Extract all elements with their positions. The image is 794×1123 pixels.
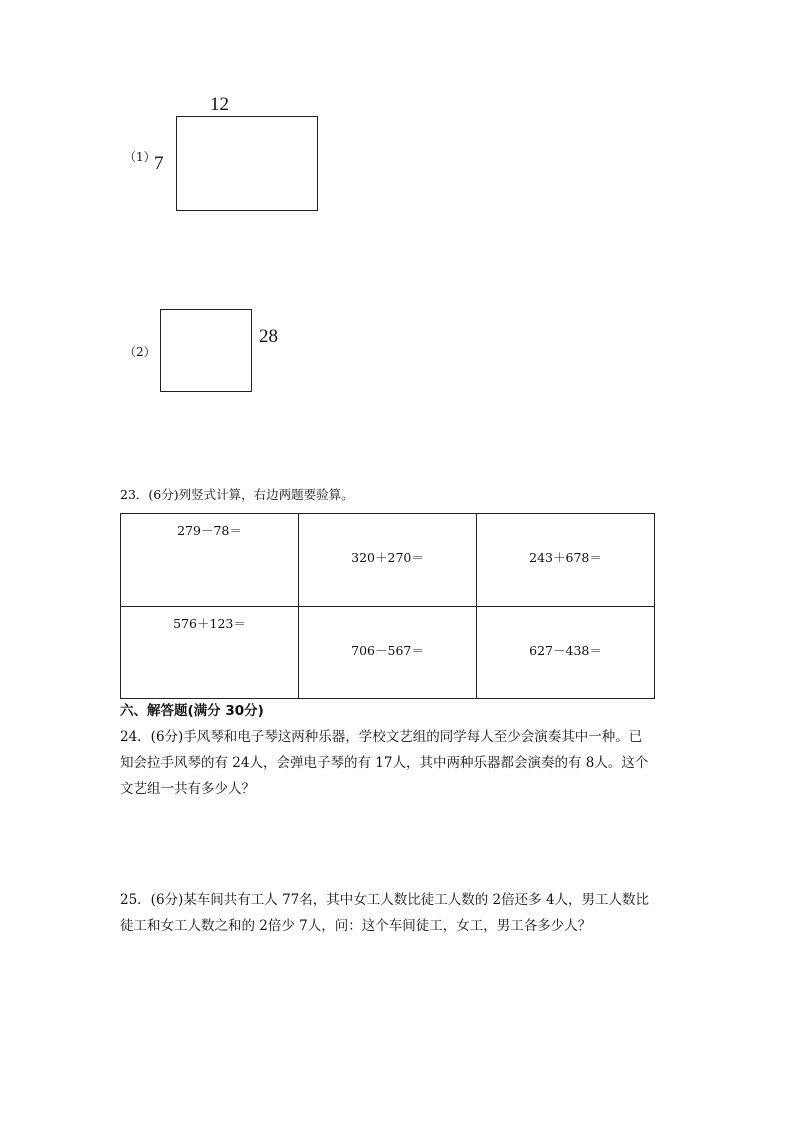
- calc-problem: 576＋123＝: [173, 615, 246, 631]
- question-23-header: 23．(6分)列竖式计算，右边两题要验算。: [120, 487, 354, 502]
- table-cell: [121, 514, 299, 607]
- question-24: [120, 724, 680, 802]
- section-title: 六、解答题(满分 30分): [120, 703, 264, 719]
- question-25: [120, 887, 680, 939]
- table-row: [121, 514, 655, 607]
- figure-2-label: （2）: [124, 345, 156, 359]
- calc-problem: 706－567＝: [351, 642, 424, 658]
- table-cell: [477, 606, 655, 699]
- table-cell: [299, 514, 477, 607]
- question-25-line: 徒工和女工人数之和的 2倍少 7人，问：这个车间徒工，女工，男工各多少人？: [120, 918, 592, 934]
- table-row: [121, 606, 655, 699]
- question-25-line: 25．(6分)某车间共有工人 77名，其中女工人数比徒工人数的 2倍还多 4人，男工人数比: [120, 892, 650, 908]
- figure-1-top-value: 12: [210, 94, 229, 115]
- figure-1-rectangle: [176, 116, 318, 211]
- table-cell: [299, 606, 477, 699]
- question-24-line: 文艺组一共有多少人？: [120, 781, 255, 797]
- figure-2-side-value: 28: [259, 326, 278, 347]
- figure-2-square: [160, 309, 252, 392]
- calculation-table: [120, 513, 655, 699]
- calc-problem: 243＋678＝: [529, 550, 602, 565]
- calc-problem: 320＋270＝: [351, 550, 424, 565]
- question-24-line: 知会拉手风琴的有 24人，会弹电子琴的有 17人，其中两种乐器都会演奏的有 8人。这个: [120, 755, 649, 771]
- table-cell: [477, 514, 655, 607]
- question-24-line: 24．(6分)手风琴和电子琴这两种乐器，学校文艺组的同学每人至少会演奏其中一种。已: [120, 729, 643, 745]
- table-cell: [121, 606, 299, 699]
- calc-problem: 627－438＝: [529, 642, 602, 658]
- figure-1-label: （1）: [124, 150, 156, 164]
- figure-1-side-value: 7: [154, 153, 164, 174]
- calc-problem: 279－78＝: [177, 523, 242, 538]
